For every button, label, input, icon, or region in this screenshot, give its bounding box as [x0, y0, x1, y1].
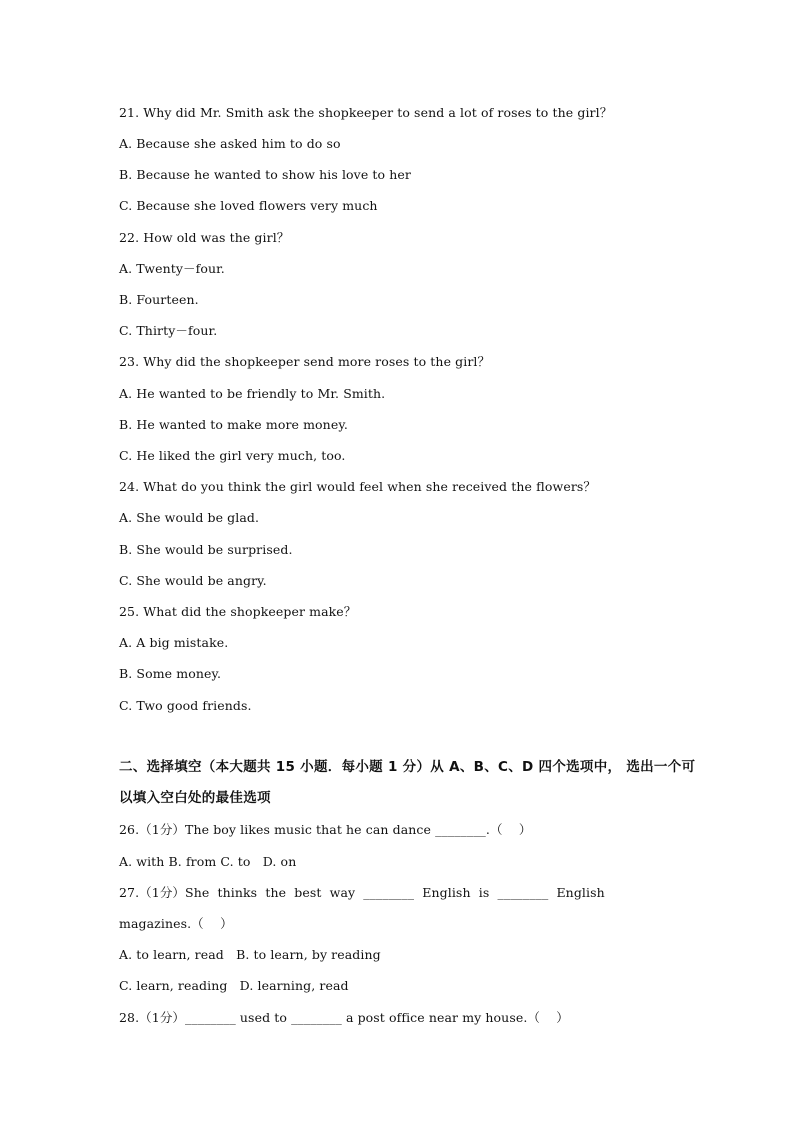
question-stem: 27.（1分）She thinks the best way ________ English is ________ English [119, 885, 605, 900]
answer-option: C. He liked the girl very much, too. [119, 448, 346, 463]
question-stem: 28.（1分）________ used to ________ a post office near my house.（ ） [119, 1010, 569, 1025]
answer-option: C. Thirty－four. [119, 323, 218, 338]
section-heading-continued: 以填入空白处的最佳选项 [119, 790, 271, 806]
answer-option: A. He wanted to be friendly to Mr. Smith. [119, 386, 386, 401]
answer-option: B. Because he wanted to show his love to her [119, 167, 411, 182]
answer-option: C. Because she loved flowers very much [119, 198, 378, 213]
question-stem: 21. Why did Mr. Smith ask the shopkeeper to send a lot of roses to the girl？ [119, 105, 613, 120]
answer-options: A. to learn, read B. to learn, by reading [119, 947, 381, 962]
answer-option: A. Because she asked him to do so [119, 136, 341, 151]
answer-option: B. He wanted to make more money. [119, 417, 348, 432]
answer-option: B. Fourteen. [119, 292, 199, 307]
answer-option: C. She would be angry. [119, 573, 267, 588]
question-stem: 25. What did the shopkeeper make？ [119, 604, 357, 619]
answer-option: A. A big mistake. [119, 635, 229, 650]
question-stem: 22. How old was the girl？ [119, 230, 290, 245]
answer-option: A. She would be glad. [119, 510, 260, 525]
answer-option: C. Two good friends. [119, 698, 252, 713]
answer-option: B. She would be surprised. [119, 542, 293, 557]
question-stem: 23. Why did the shopkeeper send more roses to the girl？ [119, 354, 491, 369]
answer-options: C. learn, reading D. learning, read [119, 978, 349, 993]
section-heading: 二、选择填空（本大题共 15 小题．每小题 1 分）从 A、B、C、D 四个选项中， 选出一个可 [119, 759, 696, 775]
question-stem: 26.（1分）The boy likes music that he can dance ________.（ ） [119, 822, 532, 837]
question-stem-continued: magazines.（ ） [119, 916, 233, 931]
answer-options: A. with B. from C. to D. on [119, 854, 297, 869]
answer-option: A. Twenty－four. [119, 261, 225, 276]
question-stem: 24. What do you think the girl would feel when she received the flowers？ [119, 479, 597, 494]
answer-option: B. Some money. [119, 666, 222, 681]
